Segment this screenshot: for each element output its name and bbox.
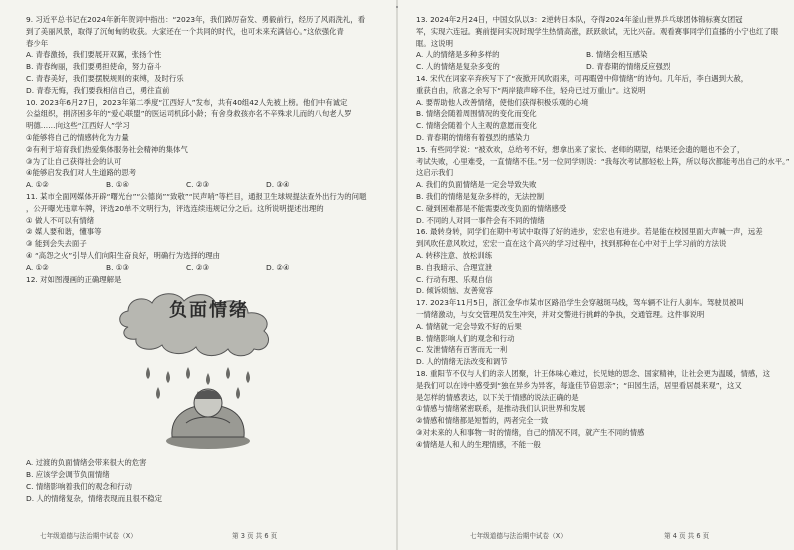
- question-14-stem: 14. 宋代在词家辛弃疾写下了“夜掀开风吹雨来，可再暇曾中仰情绪”的诗句。几年后，李白遇到大赦，: [416, 73, 749, 83]
- question-13-options-row-1: [416, 49, 782, 61]
- option-c: C. ②③: [186, 180, 210, 190]
- question-13-stem: 13. 2024年2月24日，中国女队以3：2逆转日本队，夺得2024年釜山世界乒乓球团体锦标赛女团冠: [416, 15, 743, 24]
- option-b: B. 青春绚丽，我们要勇担使命，努力奋斗: [26, 62, 162, 72]
- question-11-options: [26, 262, 376, 274]
- item-1: ①情感与情绪紧密联系，是推动我们认识世界和发展: [416, 404, 586, 414]
- question-9-stem-2: 到了美丽风景，取得了沉甸甸的收获。大家还在一个共同的时代，也可未来充满信心。”这依强化青: [26, 26, 344, 36]
- option-a: A. ①②: [26, 262, 49, 272]
- item-3: ③为了让自己获得社会的认可: [26, 156, 122, 166]
- option-a: A. ①②: [26, 180, 49, 190]
- option-d: D. ②④: [266, 262, 290, 272]
- question-18-stem-2: 是我们可以在诗中感受到“独在异乡为异客，每逢佳节倍思亲”；“田园生活，居里看居晨来观”，这又: [416, 380, 742, 390]
- option-c: C. 人的情绪是复杂多变的: [416, 62, 500, 72]
- option-d: D. 人的情绪复杂，情绪表现而且很不稳定: [26, 493, 163, 503]
- cloud-label: 负面情绪: [169, 300, 249, 322]
- question-15-stem-2: 考试失败，心里难受，一直情绪不佳。”另一位同学则说：“我每次考试都轻松上阵，所以每次都能考出自己的水平。”: [416, 156, 790, 166]
- question-13-options-row-2: [416, 61, 782, 73]
- option-d: D. 青春期的情绪有着强烈的感染力: [416, 132, 530, 142]
- option-c: C. 行动有理、乐观自信: [416, 274, 493, 284]
- question-15: [416, 144, 790, 227]
- left-footer-page-number: 第 3 页 共 6 页: [232, 532, 278, 540]
- fold-mark: [396, 6, 398, 8]
- option-b: B. 应该学会调节负面情绪: [26, 470, 110, 480]
- question-11-stem: 11. 某市全面网媒体开辟“曙光台”“公德岗”“致敬”“民声哨”等栏目，通报卫生球规提法查外出行为的问题: [26, 191, 367, 201]
- question-14: [416, 73, 782, 144]
- question-10: [26, 97, 376, 191]
- right-column: [416, 14, 790, 450]
- option-c: C. 情绪会随着个人主观的意愿而变化: [416, 121, 537, 131]
- option-a: A. 情绪就一定会导致不好的后果: [416, 321, 522, 331]
- option-d: D. 不同的人对同一事件会有不同的情绪: [416, 215, 545, 225]
- option-c: C. 情绪影响着我们的观念和行动: [26, 481, 132, 491]
- option-a: A. 过渡的负面情绪会带来很大的危害: [26, 458, 147, 468]
- question-10-stem: 10. 2023年6月27日，2023年第二季度“江西好人”发布，共有40组42人先被上榜。他们中有诚定: [26, 97, 348, 107]
- question-15-stem-3: 这启示我们: [416, 168, 453, 178]
- question-13: [416, 14, 782, 73]
- option-d: D. 青春期的情绪反应强烈: [586, 62, 671, 72]
- cartoon-figure: [108, 287, 308, 455]
- question-9: [26, 14, 376, 97]
- question-14-stem-2: 重获自由，欣喜之余写下“两岸猿声啼不住，轻舟已过万重山”。这说明: [416, 85, 646, 95]
- question-16-stem: 16. 最转身转，同学们在期中考试中取得了好的进步，宏宏也有进步。若是能在校园里面大声喊一声，远差: [416, 227, 763, 237]
- question-18: [416, 368, 782, 451]
- option-b: B. 情绪会随着周围情况的变化而变化: [416, 109, 537, 119]
- question-17: [416, 297, 782, 368]
- option-c: C. 青春美好，我们要摆脱规则的束缚，及时行乐: [26, 73, 184, 83]
- option-b: B. 情绪影响人们的观念和行动: [416, 333, 515, 343]
- question-10-options: [26, 179, 376, 191]
- question-11-stem-2: ，公开曝光违章车牌，评选20单不文明行为，评选连续违规记分之后。这所说明提述出理的: [26, 203, 324, 213]
- question-9-stem-3: 春少年: [26, 38, 49, 48]
- item-1: ① 做人不可以有情绪: [26, 215, 95, 225]
- question-13-stem-3: 眶。这说明: [416, 38, 453, 48]
- question-17-stem: 17. 2023年11月5日，浙江金华市某市区路沿学生会穿越斑马线，驾车辆不让行人刹车。驾驶员被叫: [416, 298, 744, 308]
- option-b: B. 我们的情绪是复杂多样的，无法控制: [416, 191, 545, 201]
- item-1: ①能够将自己的情感转化为力量: [26, 132, 129, 142]
- question-12: [26, 274, 376, 505]
- option-d: D. 人的情绪无法改变和调节: [416, 357, 508, 367]
- option-a: A. 转移注意、放松训练: [416, 250, 493, 260]
- item-4: ④ “高怨之火”引导人们向阳生奋良好，明确行为选择的理由: [26, 250, 221, 260]
- item-3: ③ 能到会失去面子: [26, 239, 87, 249]
- option-b: B. 自我暗示、合理宣泄: [416, 262, 493, 272]
- option-b: B. ①④: [106, 180, 130, 190]
- option-c: C. 发泄情绪有百害而无一利: [416, 345, 508, 355]
- option-a: A. 要帮助他人改善情绪，使他们获得积极乐观的心境: [416, 97, 589, 107]
- question-15-stem: 15. 有些同学说：“被欢欢，总给考不好，想拿出来了家长、老师的期望，结果还会遗的题也不会了，: [416, 144, 745, 154]
- item-4: ④情绪是人和人的生理情感，不能一般: [416, 439, 541, 449]
- item-2: ②情感和情绪都是短暂的，两者完全一致: [416, 416, 549, 426]
- question-9-options: [26, 49, 376, 96]
- item-2: ②有利于培育我们热爱集体服务社会精神的集体气: [26, 144, 188, 154]
- option-a: A. 我们的负面情绪是一定会导致失败: [416, 180, 537, 190]
- left-column: [26, 14, 376, 505]
- right-footer-page-number: 第 4 页 共 6 页: [664, 532, 710, 540]
- right-page: [398, 0, 794, 550]
- right-footer-title: 七年级道德与法治期中试卷（X）: [470, 532, 567, 540]
- item-3: ③对未来的人和事物一时的情绪，自己的情况不同，就产生不同的情感: [416, 427, 645, 437]
- option-d: D. 青春无悔，我们要我相信自己，勇往直前: [26, 85, 170, 95]
- option-b: B. ①③: [106, 262, 130, 272]
- option-a: A. 人的情绪是多种多样的: [416, 50, 500, 60]
- option-d: D. ③④: [266, 180, 290, 190]
- option-b: B. 情绪会相互感染: [586, 50, 648, 60]
- item-2: ② 媒人要和谐，懂事等: [26, 227, 102, 237]
- left-page: [0, 0, 396, 550]
- question-11: [26, 191, 376, 274]
- question-17-stem-2: 一情绪激动，与女交管理员发生冲突，并对交警进行挑衅的争执，交通管理。这件事说明: [416, 309, 705, 319]
- question-9-stem: 9. 习近平总书记在2024年新年贺词中指出：“2023年，我们踔厉奋发、勇毅前行，经历了风雨洗礼，看: [26, 15, 366, 24]
- question-18-stem-3: 是怎样的情感表达，以下关于情感的说法正确的是: [416, 392, 579, 402]
- left-footer-title: 七年级道德与法治期中试卷（X）: [40, 532, 137, 540]
- question-12-stem: 12. 对如图漫画的正确理解是: [26, 274, 122, 284]
- item-4: ④能够启发我们对人生道路的思考: [26, 168, 137, 178]
- option-d: D. 倾诉烦恼、友善宽容: [416, 286, 493, 296]
- question-18-stem: 18. 重阳节不仅与人们的亲人团聚，计王体味心难过，长见她的思念、国家精神，让社会更为温暖，情感，这: [416, 368, 771, 378]
- option-a: A. 青春激扬，我们要展开双翼，张扬个性: [26, 50, 162, 60]
- question-10-stem-3: 明德……向这些“江西好人”学习: [26, 121, 130, 131]
- question-10-stem-2: 公益组织，捐济困多年的“爱心联盟”的医运司机邱小龄；有舍身救孩亦名不辛殊求儿而的八旬老人罗: [26, 109, 352, 119]
- option-c: C. 碰到困难都是不能需要改变负面的情绪感受: [416, 203, 567, 213]
- question-16-stem-2: 到风吹任意风吹过，宏宏一直在这个高兴的学习过程中，找到那种在心中对于上学习前的方法说: [416, 239, 727, 249]
- question-16: [416, 226, 782, 297]
- question-13-stem-2: 军，实现六连冠。赛前提问实况时现学生热情高涨，跃跃欲试，无比兴奋。观看赛事同学们直播的小宁也红了眼: [416, 26, 779, 36]
- option-c: C. ②③: [186, 262, 210, 272]
